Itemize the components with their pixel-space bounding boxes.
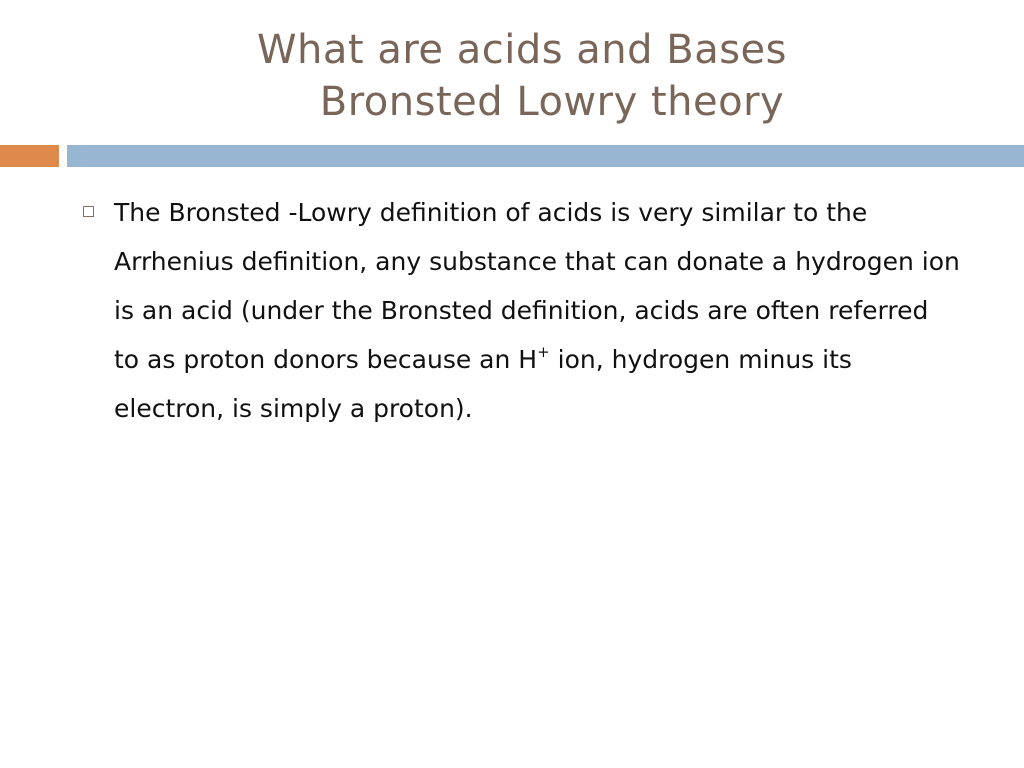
title-line-1: What are acids and Bases	[257, 27, 787, 73]
title-line-2: Bronsted Lowry theory	[319, 79, 785, 125]
bullet-text	[114, 188, 960, 433]
bullet-list	[80, 192, 960, 433]
bullet-item	[80, 192, 960, 433]
superscript-plus: +	[537, 343, 550, 361]
hollow-square-bullet-icon	[83, 206, 94, 217]
title-divider-bar	[67, 145, 1024, 167]
title-divider-accent	[0, 145, 59, 167]
bullet-text-end: ion, hydrogen minus its electron, is simply a proton).	[114, 345, 852, 423]
bullet-text-main: The Bronsted -Lowry definition of acids is very similar to the Arrhenius definition, any substance that can donate a hydrogen ion is an acid (under the Bronsted definition, acids are often referred to as proton donors because an H	[114, 198, 960, 374]
slide-title	[0, 24, 1024, 128]
